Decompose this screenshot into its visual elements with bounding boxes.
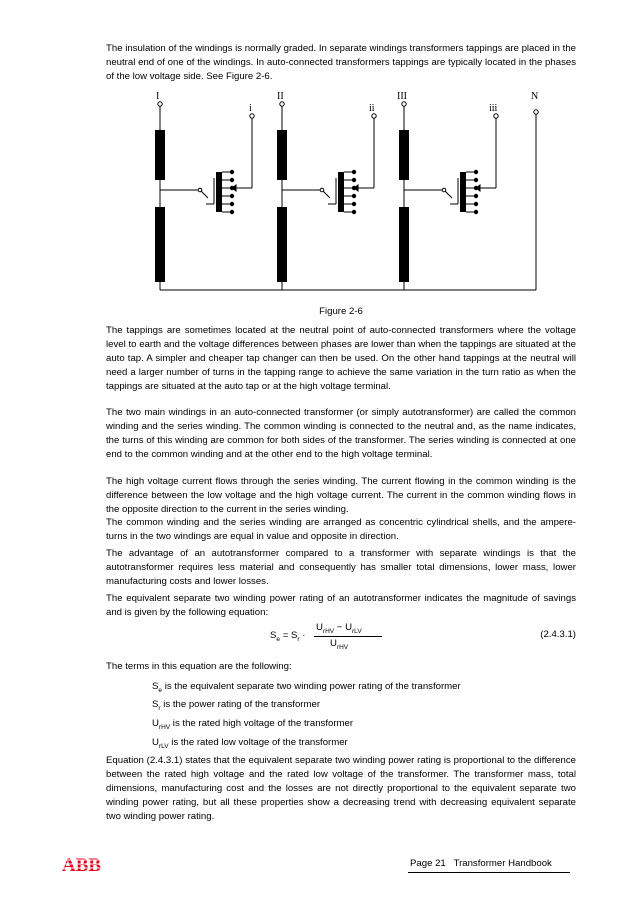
term-urlv: $U_{rLV}$ is the rated low voltage of the transformer	[152, 737, 348, 750]
paragraph-conclusion: Equation (2.4.3.1) states that the equivalent separate two winding power rating is proportional to the difference between the rated high voltage and the rated low voltage of the transformer. The transformer mass, total dimensions, manufacturing cost and the losses are not directly proportional to the equivalent separate two winding power rating, but all these properties show a decreasing trend with decreasing equivalent separate two winding power rating.	[106, 755, 576, 822]
abb-logo	[62, 854, 106, 874]
figure-caption: Figure 2-6	[319, 306, 363, 317]
label-ii: ii	[369, 103, 375, 114]
label-iii: iii	[489, 103, 498, 114]
paragraph-equivalent: The equivalent separate two winding power rating of an autotransformer indicates the magnitude of savings and is given by the following equation:	[106, 593, 576, 618]
paragraph-current: The high voltage current flows through the series winding. The current flowing in the common winding is the difference between the low voltage and the high voltage current. The current in the common winding flows in the opposite direction to the current in the series winding.	[106, 476, 576, 515]
paragraph-intro: The insulation of the windings is normally graded. In separate windings transformers tappings are placed in the neutral end of one of the windings. In auto-connected transformers tappings are typically located in the phases of the low voltage side. See Figure 2-6.	[106, 43, 576, 82]
term-se: $S_e$ is the equivalent separate two winding power rating of the transformer	[152, 681, 461, 694]
svg-text:ABB: ABB	[62, 855, 102, 874]
page-footer: Page 21 Transformer Handbook	[410, 858, 552, 869]
term-sr: $S_r$ is the power rating of the transformer	[152, 699, 321, 712]
label-I: I	[156, 91, 160, 102]
paragraph-tappings: The tappings are sometimes located at the neutral point of auto-connected transformers where the voltage level to earth and the voltage differences between phases are lower than when the tappings are situated at the auto tap. A simpler and cheaper tap changer can then be used. On the other hand tappings at the neutral will need a larger number of turns in the tapping range to achieve the same variation in the turn ratio as when the tappings are situated at the auto tap or at the high voltage terminal.	[106, 325, 576, 392]
paragraph-arrangement: The common winding and the series winding are arranged as concentric cylindrical shells, and the ampere-turns in the two windings are equal in value and opposite in direction.	[106, 517, 576, 542]
label-II: II	[277, 91, 284, 102]
paragraph-terms-intro: The terms in this equation are the following:	[106, 661, 292, 672]
figure-2-6-diagram	[0, 0, 638, 300]
label-N: N	[531, 91, 539, 102]
term-urhv: $U_{rHV}$ is the rated high voltage of the transformer	[152, 718, 354, 731]
label-i: i	[249, 103, 252, 114]
label-III: III	[397, 91, 407, 102]
footer-rule	[408, 872, 570, 873]
paragraph-main-windings: The two main windings in an auto-connected transformer (or simply autotransformer) are called the common winding and the series winding. The common winding is connected to the neutral and, as the name indicates, the turns of this winding are common for both sides of the transformer. The series winding is connected at one end to the common winding and at the other end to the high voltage terminal.	[106, 407, 576, 460]
equation-number: (2.4.3.1)	[540, 629, 576, 640]
paragraph-advantage: The advantage of an autotransformer compared to a transformer with separate windings is that the autotransformer requires less material and consequently has smaller total dimensions, lower mass, lower manufacturing costs and lower losses.	[106, 548, 576, 587]
